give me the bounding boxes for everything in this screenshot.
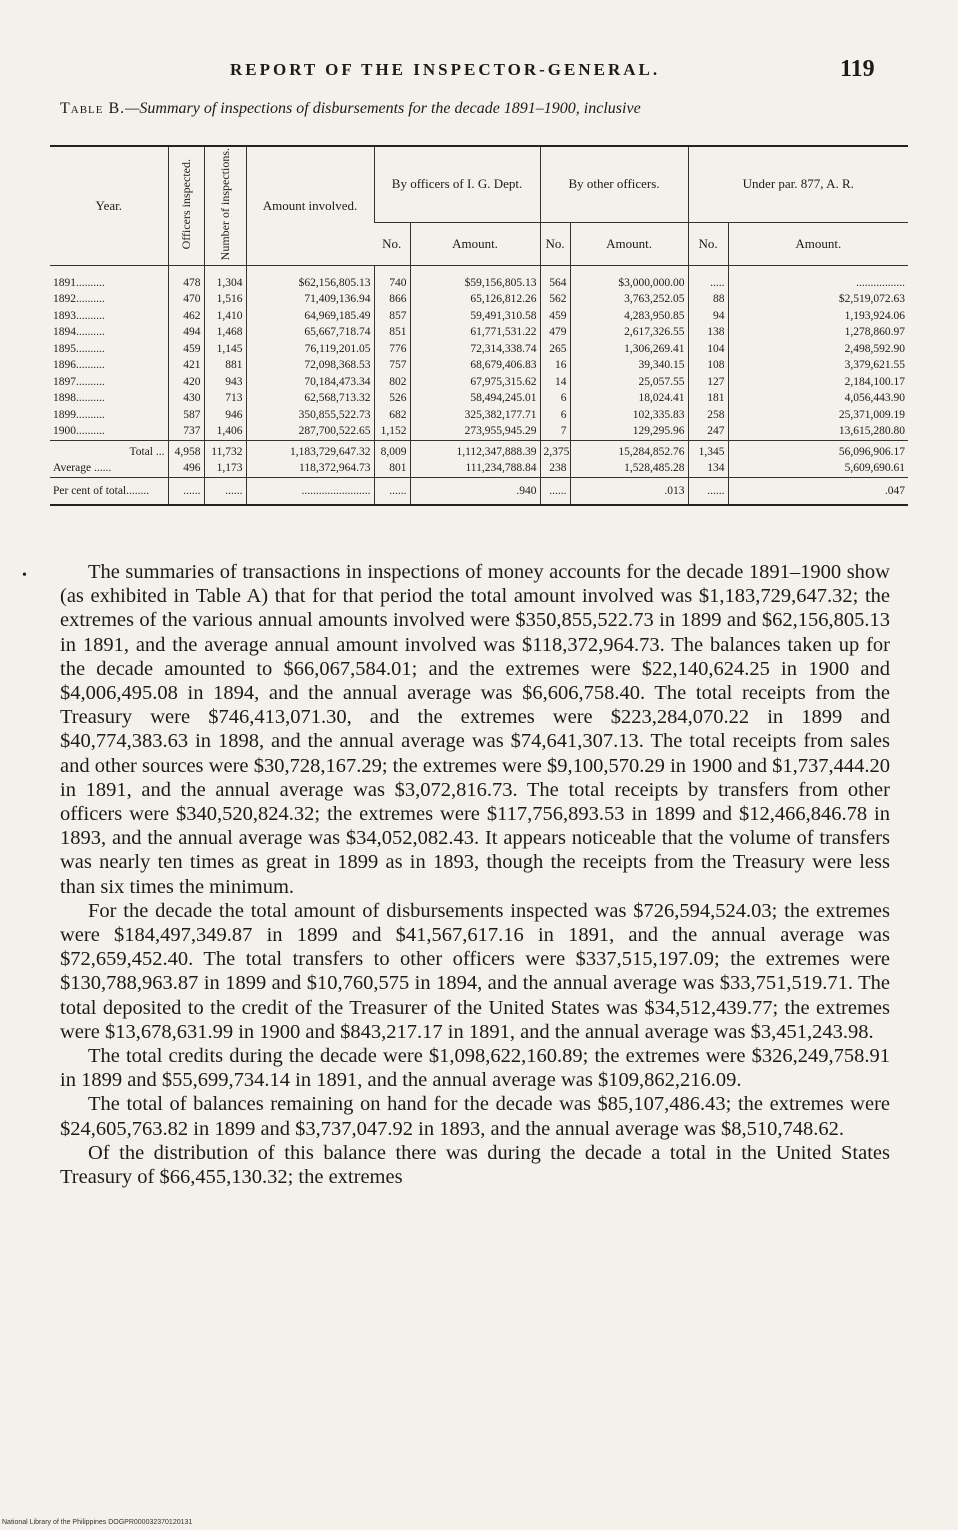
total-inspections: 11,732	[204, 440, 246, 460]
header-ig-group: By officers of I. G. Dept.	[374, 146, 540, 222]
cell-ig-no: 802	[374, 374, 410, 391]
cell-year: 1893..........	[53, 309, 105, 322]
total-par-no: 1,345	[688, 440, 728, 460]
cell-other-amount: 102,335.83	[570, 407, 688, 424]
cell-par-amount: $2,519,072.63	[728, 291, 908, 308]
cell-par-no: 138	[688, 324, 728, 341]
cell-ig-no: 857	[374, 308, 410, 325]
header-par-group: Under par. 877, A. R.	[688, 146, 908, 222]
paragraph: Of the distribution of this balance there was during the decade a total in the United States Treasury of $66,455,130.32; the extremes	[60, 1141, 890, 1189]
cell-inspections: 881	[204, 357, 246, 374]
cell-other-no: 479	[540, 324, 570, 341]
cell-other-amount: 3,763,252.05	[570, 291, 688, 308]
page-number: 119	[840, 56, 875, 82]
header-ig-no: No.	[374, 222, 410, 265]
cell-officers: 420	[168, 374, 204, 391]
average-label: Average ......	[53, 462, 112, 475]
total-other-no: 2,375	[540, 440, 570, 460]
cell-inspections: 713	[204, 390, 246, 407]
table-caption-label: Table B.	[60, 100, 126, 117]
percent-dots: ......	[540, 477, 570, 505]
header-other-group: By other officers.	[540, 146, 688, 222]
cell-par-no: 247	[688, 423, 728, 440]
cell-amount: 64,969,185.49	[246, 308, 374, 325]
percent-dots: ......	[374, 477, 410, 505]
average-other-no: 238	[540, 460, 570, 477]
cell-other-amount: 4,283,950.85	[570, 308, 688, 325]
cell-other-no: 564	[540, 265, 570, 291]
percent-ig: .940	[410, 477, 540, 505]
cell-inspections: 1,145	[204, 341, 246, 358]
cell-other-amount: 39,340.15	[570, 357, 688, 374]
header-inspections-text: Number of inspections.	[217, 148, 232, 261]
percent-par: .047	[728, 477, 908, 505]
cell-ig-no: 776	[374, 341, 410, 358]
cell-other-amount: 1,306,269.41	[570, 341, 688, 358]
cell-other-no: 14	[540, 374, 570, 391]
cell-par-no: 258	[688, 407, 728, 424]
cell-other-no: 459	[540, 308, 570, 325]
table-row	[50, 407, 908, 424]
header-par-no: No.	[688, 222, 728, 265]
header-other-amount: Amount.	[570, 222, 688, 265]
cell-year: 1900..........	[53, 425, 105, 438]
cell-par-amount: 13,615,280.80	[728, 423, 908, 440]
paragraph: The summaries of transactions in inspections of money accounts for the decade 1891–1900 show (as exhibited in Table A) that for that period the total amount involved was $1,183,729,647.32; the extremes of the various annual amounts involved were $350,855,522.73 in 1899 and $62,156,805.13 in 1891, and the average annual amount involved was $118,372,964.73. The balances taken up for the decade amounted to $66,067,584.01; and the extremes were $22,140,624.25 in 1900 and $4,006,495.08 in 1894, and the annual average was $6,606,758.40. The total receipts from the Treasury were $746,413,071.30, and the extremes were $223,284,070.22 in 1899 and $40,774,383.63 in 1898, and the annual average was $74,641,307.13. The total receipts from sales and other sources were $30,728,167.29; the extremes were $9,100,570.29 in 1900 and $1,737,444.20 in 1891, and the annual average was $3,072,816.73. The total receipts by transfers from other officers were $340,520,824.32; the extremes were $117,756,893.53 in 1899 and $12,466,846.78 in 1893, and the annual average was $34,052,082.43. It appears noticeable that the volume of transfers was nearly ten times as great in 1899 as in 1893, though the receipts from the Treasury were less than six times the minimum.	[60, 561, 890, 898]
cell-other-no: 6	[540, 390, 570, 407]
cell-officers: 470	[168, 291, 204, 308]
cell-ig-amount: 59,491,310.58	[410, 308, 540, 325]
total-ig-no: 8,009	[374, 440, 410, 460]
cell-amount: 287,700,522.65	[246, 423, 374, 440]
cell-par-amount: 3,379,621.55	[728, 357, 908, 374]
average-officers: 496	[168, 460, 204, 477]
cell-other-no: 6	[540, 407, 570, 424]
percent-dots: ......	[168, 477, 204, 505]
cell-inspections: 1,468	[204, 324, 246, 341]
cell-other-amount: 18,024.41	[570, 390, 688, 407]
percent-row	[50, 477, 908, 505]
cell-par-amount: 2,184,100.17	[728, 374, 908, 391]
cell-year: 1892..........	[53, 293, 105, 306]
percent-other: .013	[570, 477, 688, 505]
cell-par-no: 104	[688, 341, 728, 358]
cell-officers: 459	[168, 341, 204, 358]
header-officers	[168, 146, 204, 265]
cell-officers: 587	[168, 407, 204, 424]
cell-other-amount: 2,617,326.55	[570, 324, 688, 341]
total-ig-amount: 1,112,347,888.39	[410, 440, 540, 460]
percent-label: Per cent of total........	[50, 477, 168, 505]
cell-amount: 76,119,201.05	[246, 341, 374, 358]
running-header	[0, 58, 958, 88]
cell-year: 1896..........	[53, 359, 105, 372]
cell-inspections: 1,304	[204, 265, 246, 291]
header-ig-amount: Amount.	[410, 222, 540, 265]
cell-ig-no: 1,152	[374, 423, 410, 440]
cell-par-no: 94	[688, 308, 728, 325]
cell-par-amount: 1,193,924.06	[728, 308, 908, 325]
average-par-amount: 5,609,690.61	[728, 460, 908, 477]
cell-par-no: .....	[688, 265, 728, 291]
cell-par-no: 181	[688, 390, 728, 407]
cell-inspections: 943	[204, 374, 246, 391]
table-row	[50, 324, 908, 341]
average-other-amount: 1,528,485.28	[570, 460, 688, 477]
percent-dots: ......	[688, 477, 728, 505]
cell-ig-amount: 325,382,177.71	[410, 407, 540, 424]
cell-par-amount: 1,278,860.97	[728, 324, 908, 341]
cell-par-no: 127	[688, 374, 728, 391]
cell-par-no: 88	[688, 291, 728, 308]
total-label: Total ...	[50, 440, 168, 460]
cell-year: 1894..........	[53, 326, 105, 339]
cell-par-amount: 25,371,009.19	[728, 407, 908, 424]
average-par-no: 134	[688, 460, 728, 477]
average-ig-amount: 111,234,788.84	[410, 460, 540, 477]
total-officers: 4,958	[168, 440, 204, 460]
cell-par-amount: 2,498,592.90	[728, 341, 908, 358]
header-other-no: No.	[540, 222, 570, 265]
cell-year: 1895..........	[53, 342, 105, 355]
running-title: REPORT OF THE INSPECTOR-GENERAL.	[230, 60, 661, 79]
cell-par-amount: 4,056,443.90	[728, 390, 908, 407]
cell-ig-amount: 61,771,531.22	[410, 324, 540, 341]
cell-other-amount: $3,000,000.00	[570, 265, 688, 291]
cell-year: 1899..........	[53, 408, 105, 421]
cell-year: 1891..........	[53, 276, 105, 289]
table-row	[50, 374, 908, 391]
table-row	[50, 291, 908, 308]
average-row	[50, 460, 908, 477]
cell-year: 1898..........	[53, 392, 105, 405]
cell-ig-amount: 65,126,812.26	[410, 291, 540, 308]
cell-officers: 430	[168, 390, 204, 407]
cell-par-no: 108	[688, 357, 728, 374]
cell-ig-amount: 68,679,406.83	[410, 357, 540, 374]
header-year: Year.	[50, 146, 168, 265]
cell-officers: 462	[168, 308, 204, 325]
scan-credit: National Library of the Philippines DOGPR000032370120131	[2, 1519, 193, 1526]
cell-amount: 65,667,718.74	[246, 324, 374, 341]
header-par-amount: Amount.	[728, 222, 908, 265]
table-caption-text: —Summary of inspections of disbursements for the decade 1891–1900, inclusive	[125, 100, 641, 117]
cell-ig-no: 526	[374, 390, 410, 407]
cell-ig-no: 851	[374, 324, 410, 341]
header-officers-text: Officers inspected.	[178, 158, 193, 250]
cell-other-amount: 129,295.96	[570, 423, 688, 440]
cell-amount: 62,568,713.32	[246, 390, 374, 407]
table-row	[50, 390, 908, 407]
cell-other-no: 562	[540, 291, 570, 308]
cell-ig-amount: $59,156,805.13	[410, 265, 540, 291]
cell-par-amount: .................	[728, 265, 908, 291]
header-inspections	[204, 146, 246, 265]
cell-other-amount: 25,057.55	[570, 374, 688, 391]
cell-ig-amount: 273,955,945.29	[410, 423, 540, 440]
margin-mark: •	[22, 568, 27, 583]
total-amount: 1,183,729,647.32	[246, 440, 374, 460]
cell-officers: 478	[168, 265, 204, 291]
cell-inspections: 946	[204, 407, 246, 424]
average-amount: 118,372,964.73	[246, 460, 374, 477]
cell-officers: 494	[168, 324, 204, 341]
paragraph: The total of balances remaining on hand for the decade was $85,107,486.43; the extremes were $24,605,763.82 in 1899 and $3,737,047.92 in 1893, and the annual average was $8,510,748.62.	[60, 1093, 890, 1140]
table-row	[50, 423, 908, 440]
average-inspections: 1,173	[204, 460, 246, 477]
cell-ig-no: 866	[374, 291, 410, 308]
cell-inspections: 1,410	[204, 308, 246, 325]
total-row	[50, 440, 908, 460]
cell-officers: 737	[168, 423, 204, 440]
table-caption	[60, 100, 920, 118]
table-row	[50, 308, 908, 325]
cell-inspections: 1,516	[204, 291, 246, 308]
cell-year: 1897..........	[53, 375, 105, 388]
cell-officers: 421	[168, 357, 204, 374]
cell-ig-no: 682	[374, 407, 410, 424]
paragraph: For the decade the total amount of disbursements inspected was $726,594,524.03; the extremes were $184,497,349.87 in 1899 and $41,567,617.16 in 1891, and the annual average was $72,659,452.40. The total transfers to other officers were $337,515,197.09; the extremes were $130,788,963.87 in 1899 and $10,760,575 in 1894, and the annual average was $33,751,519.71. The total deposited to the credit of the Treasurer of the United States was $34,512,439.77; the extremes were $13,678,631.99 in 1900 and $843,217.17 in 1891, and the annual average was $3,451,243.98.	[60, 899, 890, 1043]
cell-amount: $62,156,805.13	[246, 265, 374, 291]
total-other-amount: 15,284,852.76	[570, 440, 688, 460]
cell-ig-no: 740	[374, 265, 410, 291]
cell-other-no: 16	[540, 357, 570, 374]
cell-amount: 72,098,368.53	[246, 357, 374, 374]
header-amount-involved: Amount involved.	[246, 146, 374, 265]
cell-amount: 71,409,136.94	[246, 291, 374, 308]
cell-other-no: 265	[540, 341, 570, 358]
average-ig-no: 801	[374, 460, 410, 477]
percent-dots: ........................	[246, 477, 374, 505]
cell-other-no: 7	[540, 423, 570, 440]
cell-ig-no: 757	[374, 357, 410, 374]
cell-ig-amount: 72,314,338.74	[410, 341, 540, 358]
body-text	[60, 560, 890, 1189]
percent-dots: ......	[204, 477, 246, 505]
paragraph: The total credits during the decade were $1,098,622,160.89; the extremes were $326,249,758.91 in 1899 and $55,699,734.14 in 1891, and the annual average was $109,862,216.09.	[60, 1045, 890, 1092]
cell-amount: 70,184,473.34	[246, 374, 374, 391]
disbursement-summary-table	[50, 145, 908, 506]
cell-ig-amount: 67,975,315.62	[410, 374, 540, 391]
table-row	[50, 357, 908, 374]
table-row	[50, 265, 908, 291]
table-row	[50, 341, 908, 358]
cell-ig-amount: 58,494,245.01	[410, 390, 540, 407]
cell-inspections: 1,406	[204, 423, 246, 440]
total-par-amount: 56,096,906.17	[728, 440, 908, 460]
cell-amount: 350,855,522.73	[246, 407, 374, 424]
